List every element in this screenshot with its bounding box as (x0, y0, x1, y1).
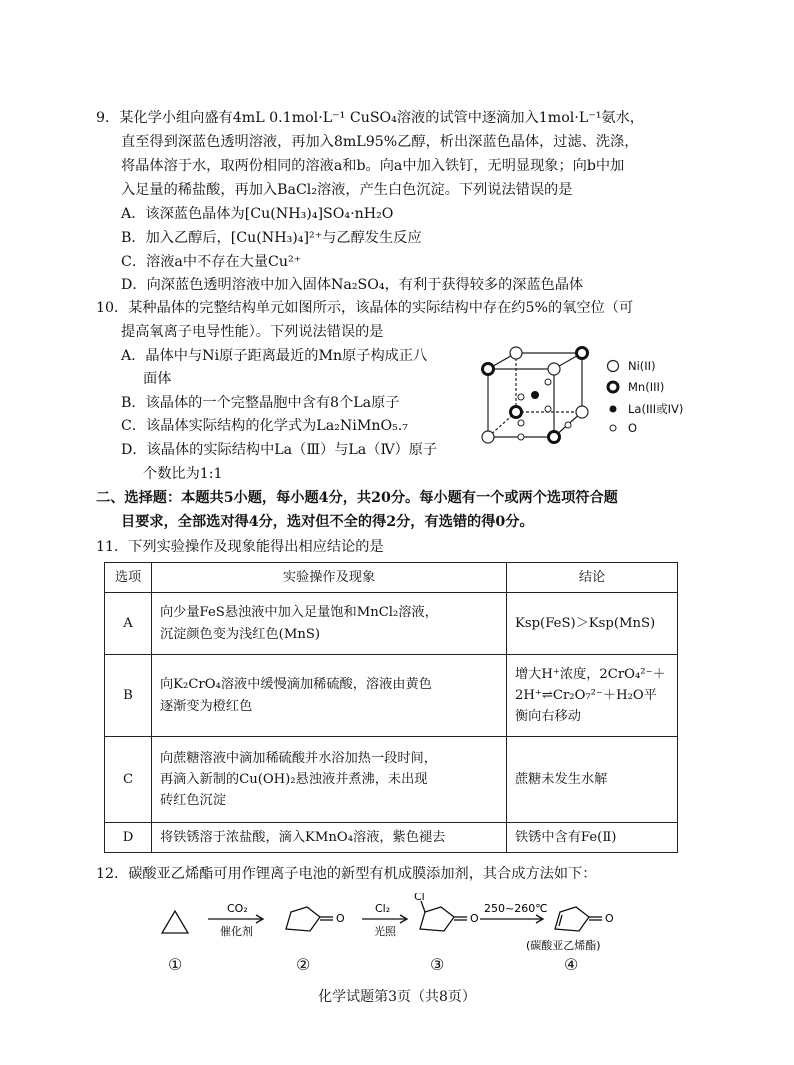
row-b-operation (152, 655, 507, 737)
compound-label-4: ④ (564, 955, 579, 974)
row-b-conc-line3: 衡向右移动 (515, 709, 581, 725)
row-c-conclusion: 蔗糖未发生水解 (507, 737, 678, 823)
legend-mn-label: Mn(III) (628, 380, 665, 394)
q9-option-a: A．该深蓝色晶体为[Cu(NH₃)₄]SO₄·nH₂O (121, 206, 394, 222)
row-a-operation (152, 593, 507, 655)
oxygen-label-3: O (470, 912, 479, 925)
chlorine-label: Cl (414, 893, 425, 903)
q10-line-1: 10．某种晶体的完整结构单元如图所示，该晶体的实际结构中存在约5%的氧空位（可 (96, 300, 634, 316)
row-c-op-line1: 向蔗糖溶液中滴加稀硫酸并水浴加热一段时间， (160, 750, 437, 766)
q10-option-c: C．该晶体实际结构的化学式为La₂NiMnO₅.₇ (121, 418, 408, 434)
q9-line-2: 直至得到深蓝色透明溶液，再加入8mL95%乙醇，析出深蓝色晶体，过滤、洗涤， (121, 134, 639, 150)
oxygen-label-2: O (336, 912, 345, 925)
row-b-conclusion (507, 655, 678, 737)
q9-option-d: D．向深蓝色透明溶液中加入固体Na₂SO₄，有利于获得较多的深蓝色晶体 (121, 277, 584, 293)
q11-stem: 11．下列实验操作及现象能得出相应结论的是 (96, 539, 384, 555)
mn-atom (549, 432, 560, 443)
row-c-op-line3: 砖红色沉淀 (160, 793, 226, 809)
section-2-line-2: 目要求，全部选对得4分，选对但不全的得2分，有选错的得0分。 (121, 514, 534, 530)
table-row (105, 823, 678, 853)
legend-o-label: O (628, 421, 638, 435)
q10-option-a-1: A．晶体中与Ni原子距离最近的Mn原子构成正八 (121, 348, 428, 364)
row-a-op-line2: 沉淀颜色变为浅红色(MnS) (160, 626, 321, 642)
row-a-conclusion: Ksp(FeS)＞Ksp(MnS) (507, 593, 678, 655)
table-row (105, 593, 678, 655)
row-a-option: A (105, 593, 152, 655)
q10-option-a-2: 面体 (143, 371, 172, 387)
legend-la-label: La(III或IV) (628, 402, 684, 416)
crystal-unit-cell-diagram (476, 345, 596, 450)
ni-atom (510, 347, 522, 359)
legend-ni-label: Ni(II) (628, 359, 656, 373)
vinylene-carbonate-structure (555, 907, 589, 931)
la-atom (531, 391, 539, 399)
o-atoms (518, 379, 571, 440)
q10-line-2: 提高氧离子电导性能）。下列说法错误的是 (121, 324, 384, 340)
compound-label-2: ② (296, 955, 311, 974)
compound-label-1: ① (168, 955, 183, 974)
mn-atom (483, 364, 494, 375)
reagent-cl2: Cl₂ (375, 902, 391, 915)
q10-option-b: B．该晶体的一个完整晶胞中含有8个La原子 (121, 395, 400, 411)
q9-line-4: 入足量的稀盐酸，再加入BaCl₂溶液，产生白色沉淀。下列说法错误的是 (121, 182, 573, 198)
reaction-temperature: 250~260℃ (484, 902, 548, 915)
row-d-option: D (105, 823, 152, 853)
row-d-conclusion: 铁锈中含有Fe(Ⅱ) (507, 823, 678, 853)
q9-line-3: 将晶体溶于水，取两份相同的溶液a和b。向a中加入铁钉，无明显现象；向b中加 (121, 158, 625, 174)
ni-atom (482, 431, 494, 443)
legend-la (606, 401, 683, 417)
row-b-op-line2: 逐渐变为橙红色 (160, 698, 253, 714)
row-b-option: B (105, 655, 152, 737)
row-b-op-line1: 向K₂CrO₄溶液中缓慢滴加稀硫酸，溶液由黄色 (160, 677, 432, 693)
legend-ni (606, 359, 656, 373)
epoxide-structure (162, 911, 188, 933)
row-c-option: C (105, 737, 152, 823)
legend-o (606, 421, 637, 435)
q10-option-d-2: 个数比为1:1 (143, 466, 223, 482)
row-b-conc-line2: 2H⁺⇌Cr₂O₇²⁻＋H₂O平 (515, 687, 657, 703)
q9-option-c: C．溶液a中不存在大量Cu²⁺ (121, 254, 302, 270)
header-operation: 实验操作及现象 (152, 563, 507, 593)
synthesis-scheme (150, 893, 630, 953)
row-c-operation (152, 737, 507, 823)
reagent-catalyst: 催化剂 (220, 925, 253, 938)
row-a-op-line1: 向少量FeS悬浊液中加入足量饱和MnCl₂溶液， (160, 605, 438, 621)
ni-atom (548, 363, 560, 375)
header-option: 选项 (105, 563, 152, 593)
product-name: (碳酸亚乙烯酯) (526, 939, 601, 952)
legend-mn (606, 380, 664, 394)
q10-option-d-1: D．该晶体的实际结构中La（Ⅲ）与La（Ⅳ）原子 (121, 442, 438, 458)
row-c-op-line2: 再滴入新制的Cu(OH)₂悬浊液并煮沸，未出现 (160, 771, 428, 787)
oxygen-label-4: O (605, 912, 614, 925)
section-2-line-1: 二、选择题：本题共5小题，每小题4分，共20分。每小题有一个或两个选项符合题 (96, 490, 618, 506)
q11-table (104, 562, 678, 853)
reagent-co2: CO₂ (227, 902, 248, 915)
mn-atom (577, 348, 588, 359)
page-footer: 化学试题第3页（共8页） (318, 989, 476, 1005)
table-header-row (105, 563, 678, 593)
table-row (105, 737, 678, 823)
q12-stem: 12．碳酸亚乙烯酯可用作锂离子电池的新型有机成膜添加剂，其合成方法如下： (96, 866, 597, 882)
row-d-operation: 将铁锈溶于浓盐酸，滴入KMnO₄溶液，紫色褪去 (152, 823, 507, 853)
reagent-light: 光照 (374, 925, 396, 938)
row-b-conc-line1: 增大H⁺浓度，2CrO₄²⁻＋ (515, 666, 666, 682)
q9-option-b: B．加入乙醇后，[Cu(NH₃)₄]²⁺与乙醇发生反应 (121, 230, 422, 246)
q9-line-1: 9．某化学小组向盛有4mL 0.1mol·L⁻¹ CuSO₄溶液的试管中逐滴加入1mol·L⁻¹氨水， (96, 110, 644, 126)
header-conclusion: 结论 (507, 563, 678, 593)
ni-atom (576, 406, 588, 418)
mn-atom (511, 407, 522, 418)
table-row (105, 655, 678, 737)
ethylene-carbonate-structure (286, 907, 320, 931)
compound-label-3: ③ (430, 955, 445, 974)
